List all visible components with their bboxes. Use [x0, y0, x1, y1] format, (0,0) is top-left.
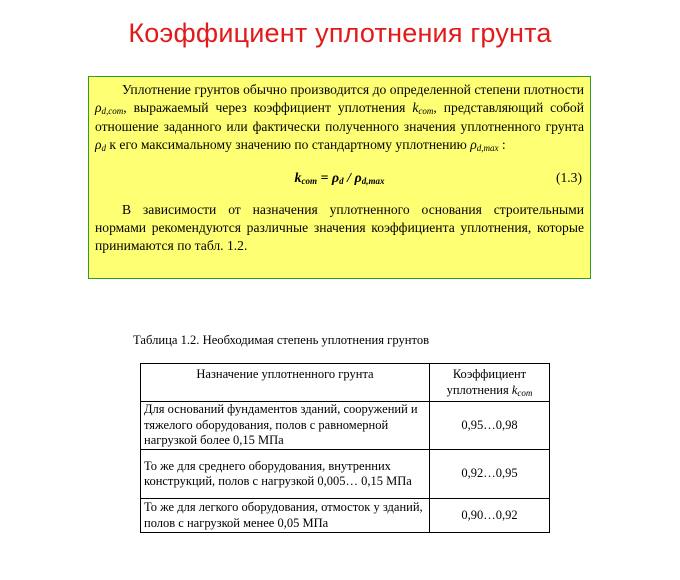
- text-segment: , выражаемый через коэффициент уплотнения: [123, 100, 413, 116]
- k-symbol: k: [412, 100, 419, 116]
- rho-symbol: ρ: [470, 137, 477, 153]
- compaction-table: [140, 363, 550, 533]
- subscript-dmax: d,max: [476, 143, 499, 154]
- subscript-com: com: [418, 106, 434, 117]
- subscript-d: d: [101, 143, 107, 154]
- row-purpose: То же для легкого оборудования, отмосток у зданий, полов с нагрузкой менее 0,05 МПа: [141, 499, 430, 533]
- table-row: [141, 499, 550, 533]
- text-segment: :: [498, 137, 506, 153]
- formula: [294, 171, 384, 186]
- row-value: 0,90…0,92: [430, 499, 550, 533]
- text-segment: к его максимальному значению по стандартному уплотнению: [106, 137, 471, 153]
- text-segment: Уплотнение грунтов обычно производится до определенной степени плотности: [122, 82, 584, 97]
- rho-symbol: ρ: [95, 137, 102, 153]
- definition-box: [88, 76, 591, 279]
- rho-symbol: ρ: [95, 100, 102, 116]
- definition-paragraph: [95, 81, 584, 155]
- header-coef-line1: Коэффициент: [452, 367, 527, 382]
- table-row: [141, 402, 550, 450]
- row-purpose: То же для среднего оборудования, внутренних конструкций, полов с нагрузкой 0,005… 0,15 МПа: [141, 450, 430, 499]
- formula-render: $k_{com} = \rho_d / \rho_{d,max}$: [294, 170, 385, 186]
- header-k-symbol: k: [511, 382, 518, 397]
- header-k-subscript: com: [517, 387, 533, 398]
- row-value: 0,95…0,98: [430, 402, 550, 450]
- slide-title: Коэффициент уплотнения грунта: [128, 18, 552, 48]
- header-purpose: Назначение уплотненного грунта: [141, 364, 430, 402]
- subscript-dcom: d,com: [101, 106, 124, 117]
- recommendation-paragraph: В зависимости от назначения уплотненного основания строительными нормами рекомендуются различные значения коэффициента уплотнения, которые принимаются по табл. 1.2.: [95, 201, 584, 254]
- header-coefficient: [430, 364, 550, 402]
- table-caption: Таблица 1.2. Необходимая степень уплотнения грунтов: [133, 333, 430, 347]
- formula-row: [95, 155, 584, 201]
- row-purpose: Для оснований фундаментов зданий, сооружений и тяжелого оборудования, полов с равномерной нагрузкой более 0,15 МПа: [141, 402, 430, 450]
- table-row: [141, 450, 550, 499]
- row-value: 0,92…0,95: [430, 450, 550, 499]
- text-segment: , представляющий собой отношение заданного или фактически полученного значения уплотненного грунта: [95, 100, 584, 134]
- formula-number: (1.3): [555, 169, 582, 185]
- header-coef-line2: уплотнения: [446, 382, 512, 397]
- table-header-row: [141, 364, 550, 402]
